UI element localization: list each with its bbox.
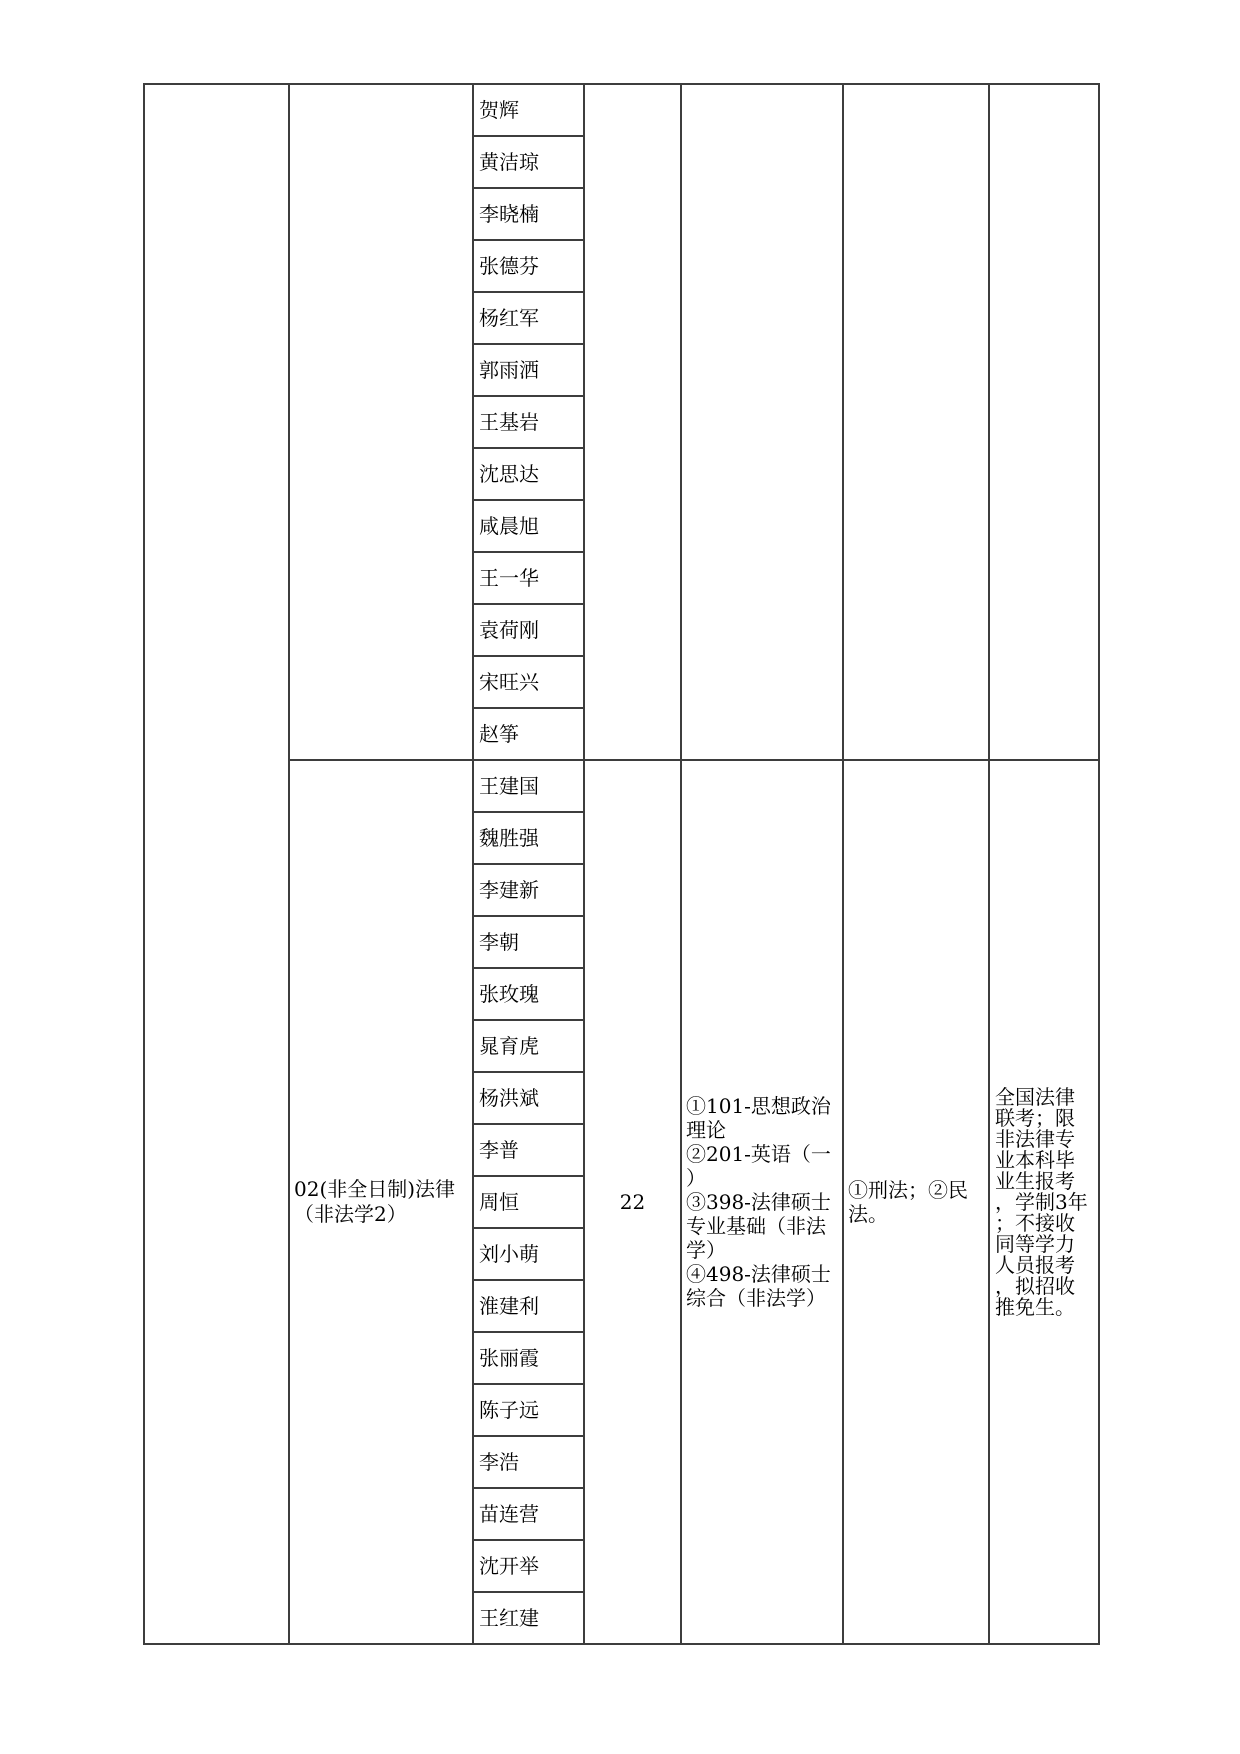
name-cell: 苗连营: [473, 1488, 584, 1540]
name-cell: 宋旺兴: [473, 656, 584, 708]
name-cell: 周恒: [473, 1176, 584, 1228]
name-cell: 郭雨洒: [473, 344, 584, 396]
name-cell: 淮建利: [473, 1280, 584, 1332]
name-cell: 咸晨旭: [473, 500, 584, 552]
exam-subject-item: ③398-法律硕士专业基础（非法学）: [686, 1190, 831, 1262]
name-cell: 王红建: [473, 1592, 584, 1644]
name-cell: 李普: [473, 1124, 584, 1176]
table-row: [144, 84, 1099, 136]
quota-cell-group1: [584, 84, 681, 760]
exam-subjects-cell-group2: [681, 760, 843, 1644]
name-cell: 贺辉: [473, 84, 584, 136]
name-cell: 张丽霞: [473, 1332, 584, 1384]
name-cell: 李建新: [473, 864, 584, 916]
name-cell: 陈子远: [473, 1384, 584, 1436]
name-cell: 张玫瑰: [473, 968, 584, 1020]
exam-subjects-cell-group1: [681, 84, 843, 760]
remarks-text: 全国法律联考；限非法律专业本科毕业生报考，学制3年；不接收同等学力人员报考，拟招收推免生。: [995, 1084, 1088, 1319]
name-cell: 沈思达: [473, 448, 584, 500]
exam-subject-item: ④498-法律硕士综合（非法学）: [686, 1262, 831, 1310]
name-cell: 李浩: [473, 1436, 584, 1488]
name-cell: 杨洪斌: [473, 1072, 584, 1124]
exam-subject-item: ②201-英语（一）: [686, 1142, 831, 1190]
program-label: 02(非全日制)法律（非法学2）: [294, 1177, 456, 1226]
name-cell: 张德芬: [473, 240, 584, 292]
admissions-table: [143, 83, 1100, 1645]
program-cell-group2: [289, 760, 473, 1644]
quota-cell-group2: 22: [584, 760, 681, 1644]
name-cell: 李晓楠: [473, 188, 584, 240]
name-cell: 晁育虎: [473, 1020, 584, 1072]
name-cell: 杨红军: [473, 292, 584, 344]
exam-subject-item: ①101-思想政治理论: [686, 1094, 831, 1142]
retest-subjects-text: ①刑法；②民法。: [848, 1178, 968, 1226]
name-cell: 王建国: [473, 760, 584, 812]
name-cell: 王基岩: [473, 396, 584, 448]
name-cell: 沈开举: [473, 1540, 584, 1592]
retest-subjects-cell-group1: [843, 84, 989, 760]
program-cell-group1: [289, 84, 473, 760]
left-spanning-cell: [144, 84, 289, 1644]
remarks-cell-group1: [989, 84, 1099, 760]
retest-subjects-cell-group2: [843, 760, 989, 1644]
name-cell: 魏胜强: [473, 812, 584, 864]
name-cell: 刘小萌: [473, 1228, 584, 1280]
name-cell: 袁荷刚: [473, 604, 584, 656]
name-cell: 赵筝: [473, 708, 584, 760]
name-cell: 王一华: [473, 552, 584, 604]
name-cell: 黄洁琼: [473, 136, 584, 188]
remarks-cell-group2: [989, 760, 1099, 1644]
name-cell: 李朝: [473, 916, 584, 968]
